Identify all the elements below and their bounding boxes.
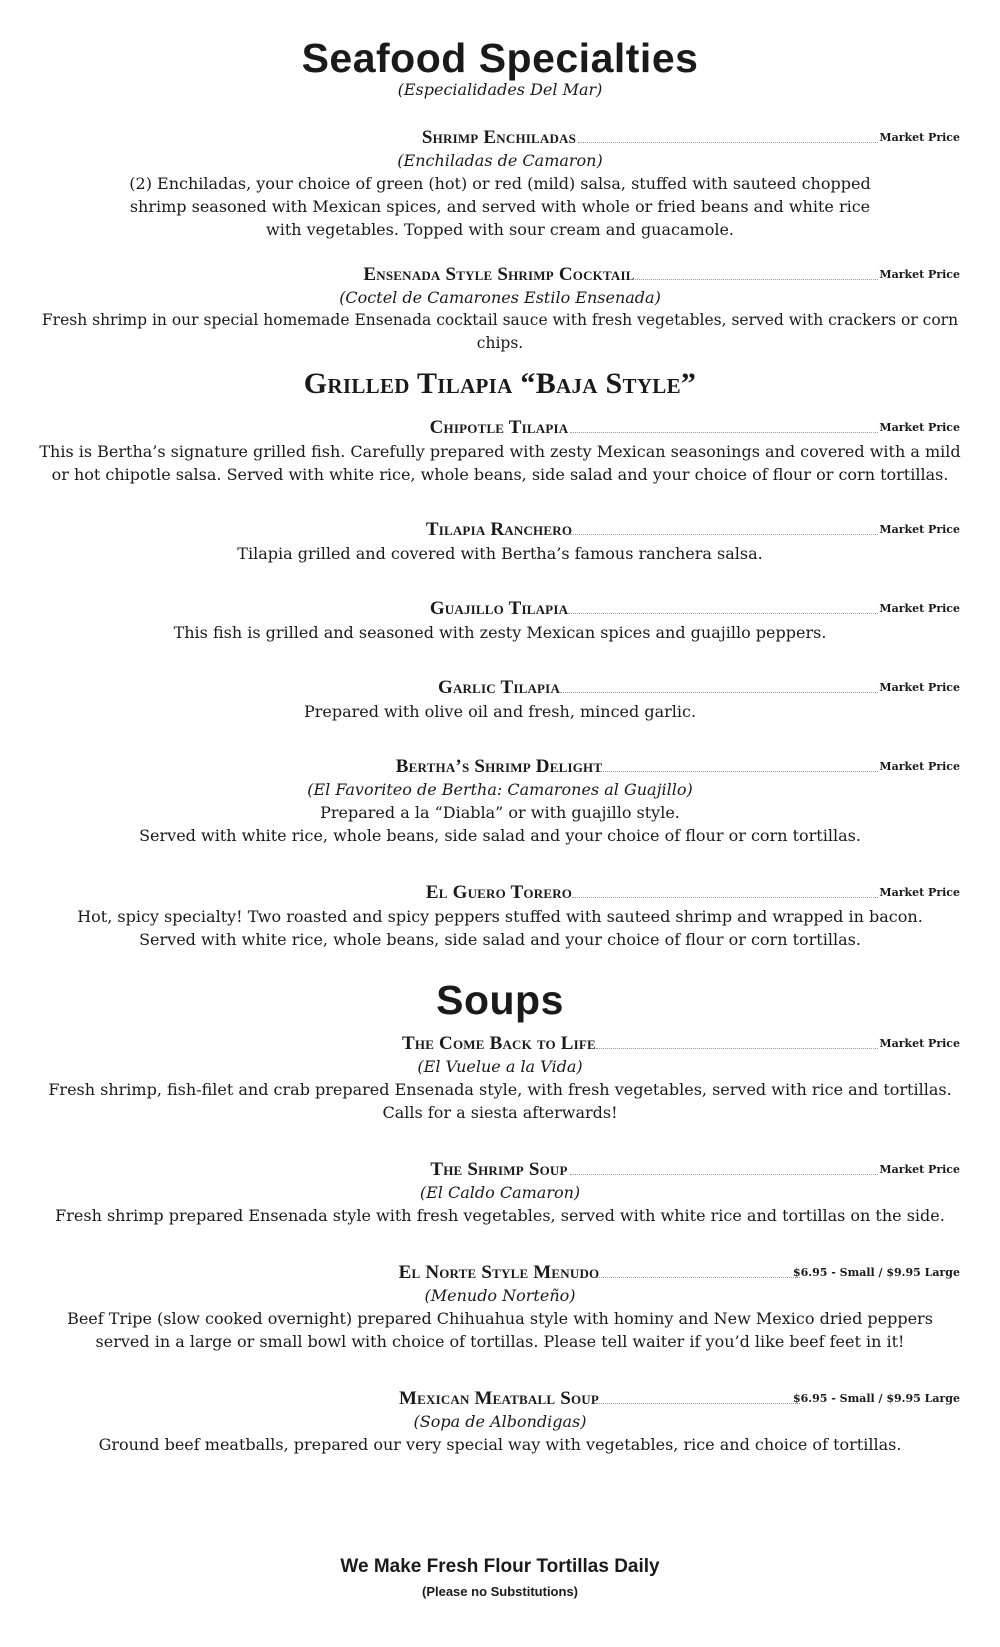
item-description-line1: Fresh shrimp, fish-filet and crab prepared Ensenada style, with fresh vegetables, served with rice and tortillas. — [48, 1080, 952, 1099]
item-name: The Come Back to Life — [402, 1033, 596, 1054]
item-price: Market Price — [879, 760, 960, 773]
item-description-line2: Served with white rice, whole beans, side salad and your choice of flour or corn tortillas. — [139, 930, 861, 949]
item-description-line1: Hot, spicy specialty! Two roasted and spicy peppers stuffed with sauteed shrimp and wrapped in bacon. — [77, 907, 923, 926]
item-price: Market Price — [879, 1163, 960, 1176]
item-description-line2: Calls for a siesta afterwards! — [382, 1103, 618, 1122]
menu-item-meatball-soup — [40, 1387, 960, 1456]
menu-item-shrimp-cocktail — [40, 263, 960, 355]
item-description: Fresh shrimp in our special homemade Ensenada cocktail sauce with fresh vegetables, served with crackers or corn chips. — [41, 311, 959, 352]
item-spanish-name: (Coctel de Camarones Estilo Ensenada) — [339, 288, 661, 307]
item-name: Tilapia Ranchero — [425, 519, 573, 540]
item-description: Fresh shrimp prepared Ensenada style with fresh vegetables, served with white rice and tortillas on the side. — [55, 1206, 945, 1225]
menu-item-garlic-tilapia — [40, 676, 960, 723]
leader-dots — [570, 432, 878, 433]
leader-dots — [570, 534, 878, 535]
item-price: Market Price — [879, 681, 960, 694]
menu-item-shrimp-enchiladas — [40, 126, 960, 241]
item-price: $6.95 - Small / $9.95 Large — [792, 1392, 960, 1405]
item-description-line1: Prepared a la “Diabla” or with guajillo style. — [320, 803, 680, 822]
footer-no-substitutions: (Please no Substitutions) — [421, 1584, 578, 1599]
item-price: Market Price — [879, 131, 960, 144]
leader-dots — [600, 771, 878, 772]
section-title-tilapia: Grilled Tilapia “Baja Style” — [303, 367, 697, 400]
footer-tortillas-note: We Make Fresh Flour Tortillas Daily — [340, 1556, 660, 1577]
item-description: (2) Enchiladas, your choice of green (hot) or red (mild) salsa, stuffed with sauteed chopped shrimp seasoned with Mexican spices, and served with whole or fried beans and white rice with vegetables. Topped with sour cream and guacamole. — [129, 174, 871, 239]
section-title-soups: Soups — [436, 977, 564, 1023]
item-name: Ensenada Style Shrimp Cocktail — [363, 264, 635, 285]
item-description-line2: Served with white rice, whole beans, side salad and your choice of flour or corn tortillas. — [139, 826, 861, 845]
item-name: Mexican Meatball Soup — [398, 1388, 600, 1409]
leader-dots — [596, 1403, 800, 1404]
item-price: Market Price — [879, 523, 960, 536]
menu-item-guajillo-tilapia — [40, 597, 960, 644]
item-price: Market Price — [879, 1037, 960, 1050]
leader-dots — [568, 613, 878, 614]
leader-dots — [560, 692, 878, 693]
item-name: The Shrimp Soup — [430, 1159, 568, 1180]
item-spanish-name: (El Vuelue a la Vida) — [417, 1057, 583, 1076]
item-description: Ground beef meatballs, prepared our very special way with vegetables, rice and choice of tortillas. — [98, 1435, 902, 1454]
item-name: El Guero Torero — [425, 882, 573, 903]
leader-dots — [572, 897, 878, 898]
item-price: $6.95 - Small / $9.95 Large — [792, 1266, 960, 1279]
leader-dots — [570, 1174, 878, 1175]
leader-dots — [630, 279, 878, 280]
item-name: El Norte Style Menudo — [398, 1262, 600, 1283]
leader-dots — [578, 142, 878, 143]
menu-item-berthas-shrimp-delight — [40, 755, 960, 847]
item-name: Garlic Tilapia — [437, 677, 561, 698]
item-name: Guajillo Tilapia — [429, 598, 569, 619]
item-price: Market Price — [879, 886, 960, 899]
item-description: Beef Tripe (slow cooked overnight) prepared Chihuahua style with hominy and New Mexico dried peppers served in a large or small bowl with choice of tortillas. Please tell waiter if you’d like beef feet in it! — [67, 1309, 933, 1351]
menu-item-tilapia-ranchero — [40, 518, 960, 565]
menu-item-chipotle-tilapia — [40, 416, 960, 486]
item-price: Market Price — [879, 602, 960, 615]
item-description: This fish is grilled and seasoned with zesty Mexican spices and guajillo peppers. — [173, 623, 827, 642]
item-name: Bertha’s Shrimp Delight — [395, 756, 603, 777]
menu-item-come-back-to-life — [40, 1032, 960, 1124]
leader-dots — [596, 1048, 878, 1049]
leader-dots — [596, 1277, 800, 1278]
item-description: Prepared with olive oil and fresh, minced garlic. — [303, 702, 697, 721]
item-spanish-name: (Sopa de Albondigas) — [413, 1412, 587, 1431]
menu-item-el-guero-torero — [40, 881, 960, 951]
menu-item-el-norte-menudo — [40, 1261, 960, 1353]
item-spanish-name: (El Caldo Camaron) — [419, 1183, 581, 1202]
item-price: Market Price — [879, 421, 960, 434]
item-spanish-name: (Menudo Norteño) — [424, 1286, 576, 1305]
section-title-seafood: Seafood Specialties — [301, 35, 699, 81]
item-spanish-name: (Enchiladas de Camaron) — [397, 151, 603, 170]
item-spanish-name: (El Favoriteo de Bertha: Camarones al Guajillo) — [307, 780, 693, 799]
item-description: Tilapia grilled and covered with Bertha’s famous ranchera salsa. — [237, 544, 763, 563]
menu-item-shrimp-soup — [40, 1158, 960, 1227]
section-subtitle-seafood: (Especialidades Del Mar) — [397, 80, 603, 99]
item-price: Market Price — [879, 268, 960, 281]
item-description: This is Bertha’s signature grilled fish. Carefully prepared with zesty Mexican seasonings and covered with a mild or hot chipotle salsa. Served with white rice, whole beans, side salad and your choice of flour or corn tortillas. — [39, 442, 961, 484]
item-name: Chipotle Tilapia — [429, 417, 569, 438]
item-name: Shrimp Enchiladas — [421, 127, 577, 148]
